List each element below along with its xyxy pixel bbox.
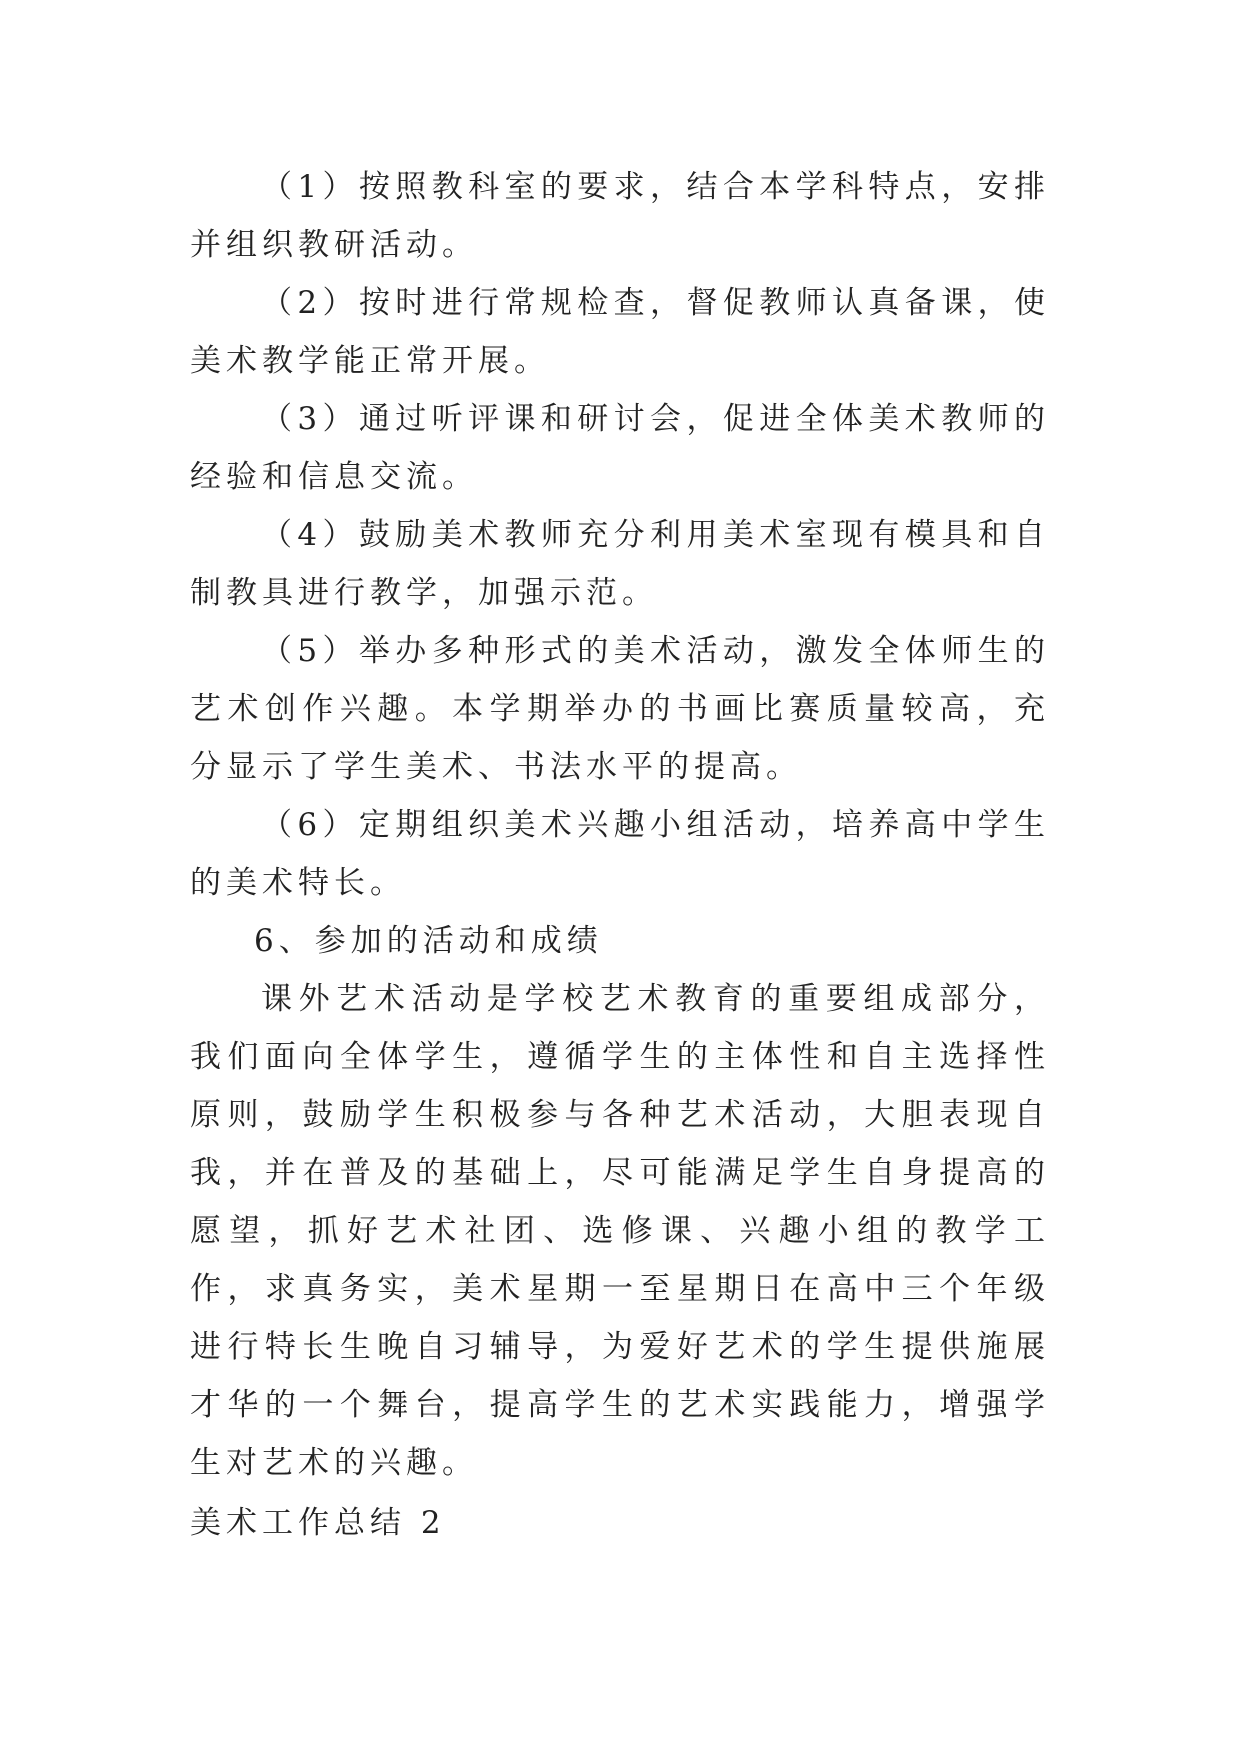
next-section-title: 美术工作总结 2 (190, 1505, 446, 1541)
paragraph-item-4: （4）鼓励美术教师充分利用美术室现有模具和自制教具进行教学，加强示范。 (190, 517, 1050, 611)
paragraph-item-3: （3）通过听评课和研讨会，促进全体美术教师的经验和信息交流。 (190, 401, 1050, 495)
paragraph-item-1: （1）按照教科室的要求，结合本学科特点，安排并组织教研活动。 (190, 169, 1050, 263)
section-heading: 6、参加的活动和成绩 (254, 923, 603, 959)
paragraph-item-2: （2）按时进行常规检查，督促教师认真备课，使美术教学能正常开展。 (190, 285, 1050, 379)
document-body (190, 158, 1050, 1492)
paragraph-item-6: （6）定期组织美术兴趣小组活动，培养高中学生的美术特长。 (190, 807, 1050, 901)
section-body-paragraph: 课外艺术活动是学校艺术教育的重要组成部分，我们面向全体学生，遵循学生的主体性和自主选择性原则，鼓励学生积极参与各种艺术活动，大胆表现自我，并在普及的基础上，尽可能满足学生自身提高的愿望，抓好艺术社团、选修课、兴趣小组的教学工作，求真务实，美术星期一至星期日在高中三个年级进行特长生晚自习辅导，为爱好艺术的学生提供施展才华的一个舞台，提高学生的艺术实践能力，增强学生对艺术的兴趣。 (190, 981, 1050, 1481)
paragraph-item-5: （5）举办多种形式的美术活动，激发全体师生的艺术创作兴趣。本学期举办的书画比赛质量较高，充分显示了学生美术、书法水平的提高。 (190, 633, 1050, 785)
